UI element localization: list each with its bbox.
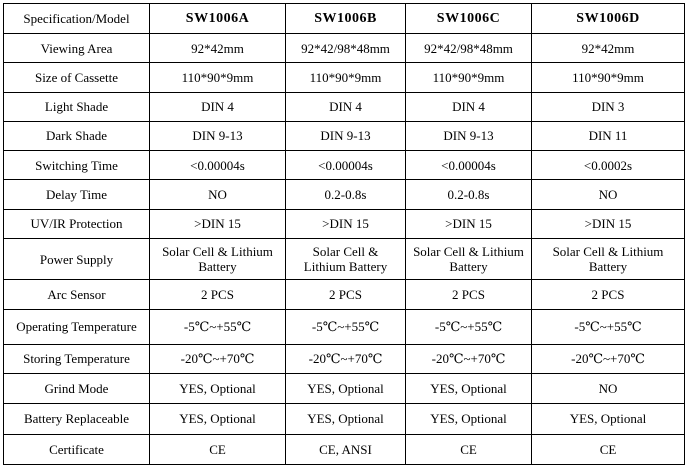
- table-cell: YES, Optional: [286, 374, 406, 404]
- header-model-sw1006a: SW1006A: [150, 4, 286, 34]
- table-cell: CE, ANSI: [286, 434, 406, 464]
- table-cell: YES, Optional: [150, 404, 286, 434]
- table-cell: >DIN 15: [406, 209, 532, 238]
- table-cell: <0.0002s: [532, 151, 685, 180]
- table-cell: -5℃~+55℃: [286, 309, 406, 344]
- header-model-sw1006d: SW1006D: [532, 4, 685, 34]
- cell-line: Solar Cell &: [312, 244, 379, 260]
- cell-line: Battery: [588, 259, 628, 275]
- table-cell: 92*42/98*48mm: [406, 34, 532, 63]
- table-cell: CE: [532, 434, 685, 464]
- table-cell: 2 PCS: [406, 280, 532, 309]
- table-cell: >DIN 15: [532, 209, 685, 238]
- table-cell: DIN 4: [286, 92, 406, 121]
- spec-body: [4, 34, 685, 465]
- table-cell: -20℃~+70℃: [286, 344, 406, 373]
- table-cell: YES, Optional: [286, 404, 406, 434]
- table-row: [4, 404, 685, 434]
- table-cell: DIN 9-13: [150, 121, 286, 150]
- table-cell: 110*90*9mm: [286, 63, 406, 92]
- table-cell: 92*42/98*48mm: [286, 34, 406, 63]
- table-cell: NO: [150, 180, 286, 209]
- header-model-sw1006b: SW1006B: [286, 4, 406, 34]
- row-label: Viewing Area: [4, 34, 150, 63]
- table-row: [4, 309, 685, 344]
- table-row: [4, 151, 685, 180]
- table-row: [4, 121, 685, 150]
- table-cell: DIN 11: [532, 121, 685, 150]
- table-row: [4, 209, 685, 238]
- table-cell: YES, Optional: [150, 374, 286, 404]
- header-row: [4, 4, 685, 34]
- table-cell: -5℃~+55℃: [532, 309, 685, 344]
- table-cell: 110*90*9mm: [532, 63, 685, 92]
- cell-line: Solar Cell & Lithium: [162, 244, 273, 260]
- cell-line: Battery: [449, 259, 488, 275]
- table-cell: >DIN 15: [150, 209, 286, 238]
- table-row: [4, 92, 685, 121]
- table-cell: 110*90*9mm: [150, 63, 286, 92]
- table-cell: DIN 9-13: [286, 121, 406, 150]
- table-cell: [532, 238, 685, 279]
- row-label: Switching Time: [4, 151, 150, 180]
- table-cell: CE: [406, 434, 532, 464]
- row-label: Arc Sensor: [4, 280, 150, 309]
- table-cell: 2 PCS: [150, 280, 286, 309]
- cell-line: Lithium Battery: [303, 259, 388, 275]
- table-cell: [406, 238, 532, 279]
- row-label: Power Supply: [4, 238, 150, 279]
- table-cell: NO: [532, 374, 685, 404]
- row-label: Storing Temperature: [4, 344, 150, 373]
- table-row: [4, 238, 685, 279]
- table-cell: >DIN 15: [286, 209, 406, 238]
- table-cell: 0.2-0.8s: [406, 180, 532, 209]
- table-cell: DIN 9-13: [406, 121, 532, 150]
- table-cell: 0.2-0.8s: [286, 180, 406, 209]
- table-row: [4, 434, 685, 464]
- table-cell: 2 PCS: [532, 280, 685, 309]
- table-cell: DIN 3: [532, 92, 685, 121]
- table-cell: -5℃~+55℃: [406, 309, 532, 344]
- row-label: Grind Mode: [4, 374, 150, 404]
- table-cell: 110*90*9mm: [406, 63, 532, 92]
- row-label: Certificate: [4, 434, 150, 464]
- spec-table: [3, 3, 685, 465]
- table-row: [4, 344, 685, 373]
- table-row: [4, 34, 685, 63]
- table-cell: YES, Optional: [532, 404, 685, 434]
- table-cell: CE: [150, 434, 286, 464]
- table-cell: -20℃~+70℃: [532, 344, 685, 373]
- row-label: UV/IR Protection: [4, 209, 150, 238]
- table-cell: YES, Optional: [406, 374, 532, 404]
- table-row: [4, 374, 685, 404]
- header-model-sw1006c: SW1006C: [406, 4, 532, 34]
- table-cell: 92*42mm: [532, 34, 685, 63]
- table-cell: DIN 4: [150, 92, 286, 121]
- table-cell: [286, 238, 406, 279]
- table-cell: <0.00004s: [406, 151, 532, 180]
- table-cell: <0.00004s: [286, 151, 406, 180]
- table-cell: 92*42mm: [150, 34, 286, 63]
- table-cell: -20℃~+70℃: [406, 344, 532, 373]
- row-label: Dark Shade: [4, 121, 150, 150]
- table-cell: 2 PCS: [286, 280, 406, 309]
- row-label: Size of Cassette: [4, 63, 150, 92]
- table-cell: -20℃~+70℃: [150, 344, 286, 373]
- cell-line: Solar Cell & Lithium: [552, 244, 664, 260]
- row-label: Battery Replaceable: [4, 404, 150, 434]
- table-cell: -5℃~+55℃: [150, 309, 286, 344]
- table-cell: DIN 4: [406, 92, 532, 121]
- table-row: [4, 63, 685, 92]
- header-spec-model: Specification/Model: [4, 4, 150, 34]
- table-cell: <0.00004s: [150, 151, 286, 180]
- table-row: [4, 180, 685, 209]
- table-cell: [150, 238, 286, 279]
- cell-line: Solar Cell & Lithium: [413, 244, 524, 260]
- table-cell: NO: [532, 180, 685, 209]
- table-row: [4, 280, 685, 309]
- cell-line: Battery: [198, 259, 237, 275]
- row-label: Operating Temperature: [4, 309, 150, 344]
- row-label: Delay Time: [4, 180, 150, 209]
- table-cell: YES, Optional: [406, 404, 532, 434]
- row-label: Light Shade: [4, 92, 150, 121]
